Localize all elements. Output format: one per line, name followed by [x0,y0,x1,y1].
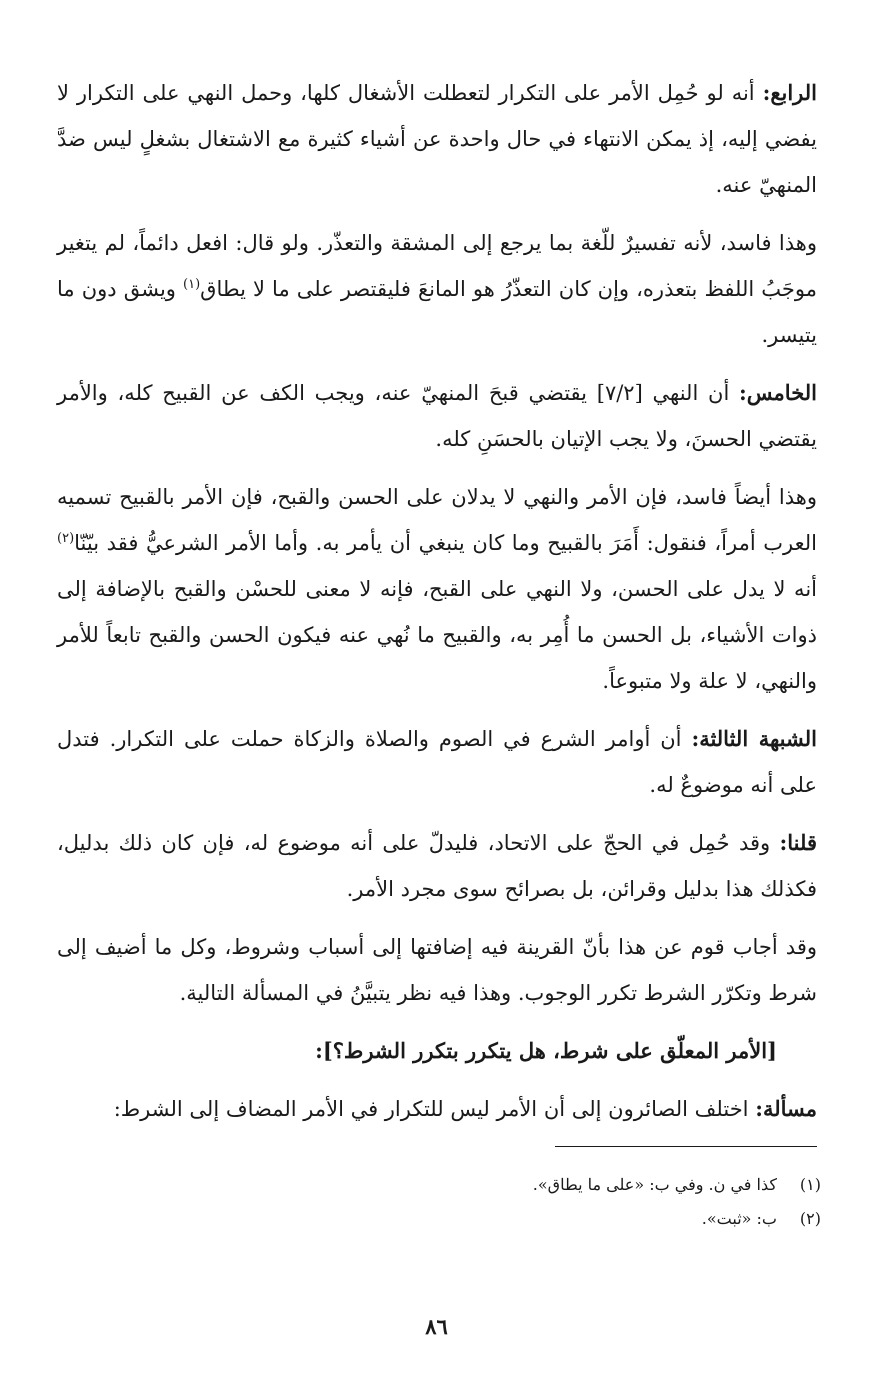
paragraph-rebuttal-2 [57,474,817,704]
paragraph-text: أن النهي [٧/٢] يقتضي قبحَ المنهيّ عنه، ويجب الكف عن القبيح كله، والأمر يقتضي الحسنَ، ولا يجب الإتيان بالحسَنِ كله. [57,381,817,451]
paragraph-text: أن أوامر الشرع في الصوم والصلاة والزكاة حملت على التكرار. فتدل على أنه موضوعٌ له. [57,727,817,797]
footnote-text: كذا في ن. وفي ب: «على ما يطاق». [532,1175,777,1194]
paragraph-text: اختلف الصائرون إلى أن الأمر ليس للتكرار في الأمر المضاف إلى الشرط: [113,1097,756,1121]
paragraph-lead: مسألة: [755,1096,817,1121]
footnote-text: ب: «ثبت». [701,1209,777,1228]
paragraph-third-objection [57,716,817,808]
paragraph-rebuttal-1 [57,220,817,358]
paragraph-text: وقد أجاب قوم عن هذا بأنّ القرينة فيه إضافتها إلى أسباب وشروط، وكل ما أضيف إلى شرط وتكرّر الشرط تكرر الوجوب. وهذا فيه نظر يتبيَّنُ في المسألة التالية. [57,935,817,1005]
footnote-item [61,1168,821,1202]
paragraph-lead: الشبهة الثالثة: [691,726,817,751]
paragraph-lead: الرابع: [762,80,817,105]
paragraph-reply [57,820,817,912]
paragraph-lead: الخامس: [739,380,817,405]
main-text [57,70,817,1144]
footnotes [61,1168,821,1236]
paragraph-answer [57,924,817,1016]
paragraph-text: وقد حُمِل في الحجّ على الاتحاد، فليدلّ على أنه موضوع له، فإن كان ذلك بدليل، فكذلك هذا بدليل وقرائن، بل بصرائح سوى مجرد الأمر. [57,831,817,901]
paragraph-text: أنه لا يدل على الحسن، ولا النهي على القبح، فإنه لا معنى للحسْن والقبح بالإضافة إلى ذوات الأشياء، بل الحسن ما أُمِر به، والقبيح ما نُهي عنه فيكون الحسن والقبح تابعاً للأمر والنهي، لا علة ولا متبوعاً. [57,577,817,693]
footnote-number: (٢) [799,1209,821,1228]
footnote-ref-2[interactable]: (٢) [57,531,75,546]
paragraph-text: أنه لو حُمِل الأمر على التكرار لتعطلت الأشغال كلها، وحمل النهي على التكرار لا يفضي إليه، إذ يمكن الانتهاء في حال واحدة عن أشياء كثيرة مع الاشتغال بشغلٍ ليس ضدَّ المنهيّ عنه. [57,81,817,197]
paragraph-lead: قلنا: [779,830,817,855]
paragraph-text: وهذا فاسد، لأنه تفسيرٌ للّغة بما يرجع إلى المشقة والتعذّر. ولو قال: افعل دائماً، لم يتغير موجَبُ اللفظ بتعذره، وإن كان التعذّرُ هو المانعَ فليقتصر على ما لا يطاق [57,231,817,301]
page-number: ٨٦ [425,1314,448,1339]
paragraph-fourth [57,70,817,208]
paragraph-text: وهذا أيضاً فاسد، فإن الأمر والنهي لا يدلان على الحسن والقبح، فإن الأمر بالقبيح تسميه العرب أمراً، فنقول: أَمَرَ بالقبيح وما كان ينبغي أن يأمر به. وأما الأمر الشرعيُّ فقد بيّنّا [57,485,817,555]
paragraph-text: ويشق دون ما يتيسر. [57,277,817,347]
section-heading: [الأمر المعلّق على شرط، هل يتكرر بتكرر الشرط؟]: [315,1038,777,1063]
footnote-ref-1[interactable]: (١) [183,277,201,292]
footnote-number: (١) [799,1175,821,1194]
footnote-separator [555,1146,817,1147]
paragraph-fifth [57,370,817,462]
footnote-item [61,1202,821,1236]
paragraph-issue [57,1086,817,1132]
